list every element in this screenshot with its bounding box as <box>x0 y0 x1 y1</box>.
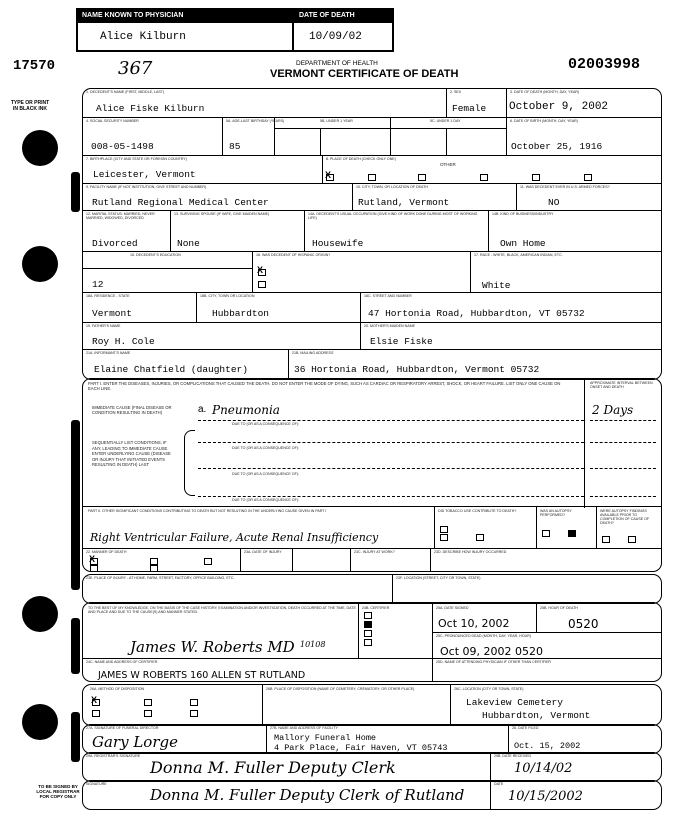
nursing-home-checkbox[interactable] <box>480 174 488 181</box>
manner-label: 22. MANNER OF DEATH <box>86 550 127 554</box>
sequence-label: SEQUENTIALLY LIST CONDITIONS, IF ANY, LEADING TO IMMEDIATE CAUSE. ENTER UNDERLYING CAUSE (DISEASE OR INJURY THAT INITIATED EVENTS RESULTING IN DEATH) LAST <box>92 440 171 467</box>
injury-at-work-label: 23C. INJURY AT WORK? <box>354 550 395 554</box>
hispanic-yes-checkbox[interactable] <box>258 281 266 288</box>
date-signed-value: Oct 10, 2002 <box>438 617 510 630</box>
registrar-label: 29A. REGISTRAR'S SIGNATURE <box>86 754 141 758</box>
due-to-b: DUE TO (OR AS A CONSEQUENCE OF): <box>232 422 299 426</box>
row-line <box>82 155 662 156</box>
col-line <box>274 117 275 155</box>
due-to-d: DUE TO (OR AS A CONSEQUENCE OF): <box>232 472 299 476</box>
registrar-signature: Donna M. Fuller Deputy Clerk <box>150 758 396 777</box>
inpatient-mark: X <box>325 170 332 180</box>
row-line <box>82 506 662 507</box>
date-filed: Oct. 15, 2002 <box>514 741 581 751</box>
funeral-home-label: 27B. NAME AND ADDRESS OF FACILITY <box>270 726 338 730</box>
binder-hole <box>22 130 58 166</box>
cause-line <box>198 442 584 443</box>
hour-value: 0520 <box>568 617 599 631</box>
director-label: 27A. SIGNATURE OF FUNERAL DIRECTOR <box>86 726 159 730</box>
copy-date-label: DATE <box>494 782 504 786</box>
col-line <box>392 574 393 604</box>
col-line <box>322 155 323 183</box>
cause-line <box>198 420 584 421</box>
row-line <box>82 548 662 549</box>
decedent-name: Alice Fiske Kilburn <box>96 103 205 114</box>
col-line <box>390 117 391 155</box>
col-line <box>320 128 321 155</box>
ssn-value: 008-05-1498 <box>91 141 154 152</box>
interval-line <box>590 420 656 421</box>
race-value: White <box>482 280 511 291</box>
col-line <box>222 117 223 155</box>
row-line <box>82 251 662 252</box>
interval-label: APPROXIMATE INTERVAL BETWEEN ONSET AND DEATH <box>590 381 653 389</box>
under-day-label: 5C. UNDER 1 DAY <box>430 119 461 123</box>
interval-line <box>590 496 656 497</box>
certifier-statement: TO THE BEST OF MY KNOWLEDGE, ON THE BASIS OF THE CASE HISTORY, EXAMINATION AND/OR INVESTIGATION, DEATH OCCURRED AT THE TIME, DATE AND PLACE AND DUE TO THE CAUSE(S) AND MANNER STATED. <box>88 606 356 614</box>
date-of-birth: October 25, 1916 <box>511 141 603 152</box>
tobacco-no[interactable] <box>440 534 448 541</box>
hispanic-mark: X <box>257 265 264 275</box>
col-line <box>488 210 489 251</box>
director-signature: Gary Lorge <box>92 733 178 751</box>
row-line <box>432 658 662 659</box>
autopsy-yes[interactable] <box>542 530 550 537</box>
funeral-address: 4 Park Place, Fair Haven, VT 05743 <box>274 743 448 753</box>
registration-bar <box>71 420 80 590</box>
copy-signature-label: SIGNATURE <box>86 782 107 786</box>
under-year-label: 5B. UNDER 1 YEAR <box>320 119 353 123</box>
race-label: 17. RACE - WHITE, BLACK, AMERICAN INDIAN, ETC. <box>474 253 563 257</box>
col-line <box>508 724 509 754</box>
ssn-label: 4. SOCIAL SECURITY NUMBER <box>86 119 139 123</box>
injury-date-label: 23A. DATE OF INJURY <box>244 550 282 554</box>
residence-checkbox[interactable] <box>532 174 540 181</box>
interval-line <box>590 468 656 469</box>
armed-forces-label: 11. WAS DECEDENT EVER IN U.S. ARMED FORCES? <box>520 185 610 189</box>
row-line <box>82 117 662 118</box>
spouse-value: None <box>177 238 200 249</box>
col-line <box>358 602 359 658</box>
copy-signature: Donna M. Fuller Deputy Clerk of Rutland <box>150 786 465 804</box>
autopsy-no[interactable] <box>568 530 576 537</box>
left-file-number: 17570 <box>13 58 56 74</box>
department-label: DEPARTMENT OF HEALTH <box>296 60 378 67</box>
informant-value: Elaine Chatfield (daughter) <box>94 364 248 375</box>
col-line <box>432 602 433 682</box>
findings-yes[interactable] <box>602 536 610 543</box>
col-line <box>506 117 507 155</box>
dob-label: 6. DATE OF BIRTH (MONTH, DAY, YEAR) <box>510 119 578 123</box>
age-value: 85 <box>229 141 241 152</box>
col-line <box>536 506 537 548</box>
age-label: 5A. AGE-LAST BIRTHDAY (YEARS) <box>226 119 285 123</box>
due-to-e: DUE TO (OR AS A CONSEQUENCE OF): <box>232 498 299 502</box>
row-line <box>82 292 662 293</box>
physician-name-label: NAME KNOWN TO PHYSICIAN <box>82 12 184 19</box>
interval-value: 2 Days <box>592 403 634 417</box>
col-line <box>288 349 289 380</box>
certificate-title: VERMONT CERTIFICATE OF DEATH <box>270 68 459 80</box>
doa-checkbox[interactable] <box>418 174 426 181</box>
residence-town-label: 18B. CITY, TOWN OR LOCATION <box>200 294 255 298</box>
immediate-cause-value: Pneumonia <box>212 403 280 417</box>
col-line <box>450 684 451 726</box>
col-line <box>292 548 293 572</box>
manner-suicide[interactable] <box>204 558 212 565</box>
education-label: 15. DECEDENT'S EDUCATION <box>130 253 181 257</box>
pronounced-label: 25C. PRONOUNCED DEAD (MONTH, DAY, YEAR, HOUR) <box>436 634 532 638</box>
certifier-signature: James W. Roberts MD <box>130 638 295 656</box>
pronounced-value: Oct 09, 2002 0520 <box>440 645 543 658</box>
tobacco-label: DID TOBACCO USE CONTRIBUTE TO DEATH? <box>438 509 517 513</box>
attending-name-label: 25D. NAME OF ATTENDING PHYSICIAN IF OTHER THAN CERTIFIER <box>436 660 552 664</box>
city-of-death: Rutland, Vermont <box>358 197 450 208</box>
findings-no[interactable] <box>628 536 636 543</box>
injury-location-label: 23F. LOCATION (STREET, CITY OR TOWN, STATE) <box>396 576 481 580</box>
injury-how-label: 23D. DESCRIBE HOW INJURY OCCURRED <box>434 550 507 554</box>
sub-line <box>82 268 252 269</box>
col-line <box>596 506 597 548</box>
disposition-place-label: 26B. PLACE OF DISPOSITION (NAME OF CEMETERY, CREMATORY, OR OTHER PLACE) <box>266 687 415 691</box>
col-line <box>516 183 517 210</box>
col-line <box>584 378 585 508</box>
injury-place-label: 23E. PLACE OF INJURY - AT HOME, FARM, STREET, FACTORY, OFFICE BUILDING, ETC. <box>86 576 235 580</box>
immediate-cause-label: IMMEDIATE CAUSE (FINAL DISEASE OR CONDITION RESULTING IN DEATH) <box>92 405 172 415</box>
hour-label: 25B. HOUR OF DEATH <box>540 606 578 610</box>
residence-address-label: 18C. STREET AND NUMBER <box>364 294 412 298</box>
certifier-name-address: JAMES W ROBERTS 160 ALLEN ST RUTLAND <box>98 670 306 681</box>
informant-address-label: 21B. MAILING ADDRESS <box>292 351 334 355</box>
col-line <box>240 548 241 572</box>
autopsy-label: WAS AN AUTOPSY PERFORMED? <box>540 509 572 517</box>
col-line <box>352 183 353 210</box>
pathologist-checkbox[interactable] <box>364 630 372 637</box>
father-label: 19. FATHER'S NAME <box>86 324 121 328</box>
city-label: 10. CITY, TOWN, OR LOCATION OF DEATH <box>356 185 428 189</box>
manner-homicide[interactable] <box>90 565 98 572</box>
manner-pending[interactable] <box>150 565 158 572</box>
residence-state-label: 18A. RESIDENCE - STATE <box>86 294 130 298</box>
marital-label: 12. MARITAL STATUS: MARRIED, NEVER MARRIED, WIDOWED, DIVORCED <box>86 212 155 220</box>
col-line <box>490 780 491 810</box>
col-line <box>262 684 263 726</box>
hispanic-label: 16. WAS DECEDENT OF HISPANIC ORIGIN? <box>256 253 331 257</box>
disposition-location: Hubbardton, Vermont <box>482 710 591 721</box>
facility-value: Rutland Regional Medical Center <box>92 197 269 208</box>
binder-hole <box>22 246 58 282</box>
occupation-label: 14A. DECEDENT'S USUAL OCCUPATION (GIVE KIND OF WORK DONE DURING MOST OF WORKING LIFE) <box>308 212 478 220</box>
date-of-death-label: DATE OF DEATH <box>299 12 355 19</box>
manner-mark: X <box>89 554 96 564</box>
registrar-date: 10/14/02 <box>514 761 573 776</box>
physician-name-value: Alice Kilburn <box>100 31 186 43</box>
row-line <box>82 183 662 184</box>
part2-label: PART II. OTHER SIGNIFICANT CONDITIONS CONTRIBUTING TO DEATH BUT NOT RESULTING IN THE UNDERLYING CAUSE GIVEN IN PART I <box>88 509 327 513</box>
informant-address: 36 Hortonia Road, Hubbardton, Vermont 05732 <box>294 364 540 375</box>
attending-checkbox[interactable] <box>364 621 372 628</box>
registration-bar <box>71 712 80 762</box>
disposition-location-label: 26C. LOCATION (CITY OR TOWN, STATE) <box>454 687 524 691</box>
birthplace-value: Leicester, Vermont <box>93 169 196 180</box>
dod-label: 3. DATE OF DEATH (MONTH, DAY, YEAR) <box>510 90 580 94</box>
date-filed-label: 28. DATE FILED <box>512 726 539 730</box>
interval-line <box>590 442 656 443</box>
col-line <box>360 292 361 322</box>
manner-accident[interactable] <box>150 558 158 565</box>
type-in-ink-note: TYPE OR PRINT IN BLACK INK <box>10 100 50 112</box>
col-line <box>430 548 431 572</box>
decedent-sex: Female <box>452 103 487 114</box>
line-a-marker: a. <box>198 404 207 415</box>
cremation-checkbox[interactable] <box>144 699 152 706</box>
residence-town: Hubbardton <box>212 308 270 319</box>
entombment-checkbox[interactable] <box>144 710 152 717</box>
spouse-label: 13. SURVIVING SPOUSE (IF WIFE, GIVE MAIDEN NAME) <box>174 212 270 216</box>
row-line <box>82 349 662 350</box>
residence-state: Vermont <box>92 308 132 319</box>
burial-mark: X <box>91 695 98 705</box>
name-label: 1. DECEDENT'S NAME (FIRST, MIDDLE, LAST) <box>86 90 165 94</box>
marital-value: Divorced <box>92 238 138 249</box>
certifier-name-label: 24C. NAME AND ADDRESS OF CERTIFIER <box>86 660 158 664</box>
row-line <box>82 210 662 211</box>
copy-note: TO BE SIGNED BY LOCAL REGISTRAR FOR COPY ONLY <box>36 784 80 799</box>
father-value: Roy H. Cole <box>92 336 155 347</box>
education-value: 12 <box>92 279 104 290</box>
col-line <box>434 506 435 548</box>
funeral-home: Mallory Funeral Home <box>274 733 377 743</box>
disposition-place: Lakeview Cemetery <box>466 697 563 708</box>
col-line <box>470 251 471 292</box>
industry-value: Own Home <box>500 238 546 249</box>
donation-checkbox[interactable] <box>92 710 100 717</box>
col-line <box>506 88 507 117</box>
mother-label: 20. MOTHER'S MAIDEN NAME <box>364 324 416 328</box>
tobacco-unknown[interactable] <box>476 534 484 541</box>
license-number: 10108 <box>300 640 326 649</box>
due-to-c: DUE TO (OR AS A CONSEQUENCE OF): <box>232 446 299 450</box>
birthplace-label: 7. BIRTHPLACE (CITY AND STATE OR FOREIGN COUNTRY) <box>86 157 187 161</box>
certifier-checkbox[interactable] <box>364 612 372 619</box>
place-of-death-label: 8. PLACE OF DEATH (CHECK ONLY ONE) <box>326 157 396 161</box>
col-line <box>304 210 305 251</box>
binder-hole <box>22 596 58 632</box>
col-line <box>266 724 267 754</box>
row-line <box>82 658 432 659</box>
registration-bar <box>71 172 80 212</box>
registrar-date-label: 29B. DATE RECEIVED <box>494 754 532 758</box>
row-line <box>82 322 662 323</box>
state-file-number: 02003998 <box>568 56 641 73</box>
col-line <box>252 251 253 292</box>
row-line <box>432 632 662 633</box>
part1-label: PART I. ENTER THE DISEASES, INJURIES, OR COMPLICATIONS THAT CAUSED THE DEATH. DO NOT ENTER THE MODE OF DYING, SUCH AS CARDIAC OR RESPIRATORY ARREST, SHOCK, OR HEART FAILURE. LIST ONLY ONE CAUSE ON EACH LINE. <box>88 381 561 391</box>
certifier-type-label: 24B. CERTIFIER <box>362 606 390 610</box>
facility-label: 9. FACILITY NAME (IF NOT INSTITUTION, GIVE STREET AND NUMBER) <box>86 185 207 189</box>
cause-line <box>198 496 584 497</box>
col-line <box>446 88 447 117</box>
sex-label: 2. SEX <box>450 90 462 94</box>
binder-hole <box>22 704 58 740</box>
armed-forces-value: NO <box>548 197 560 208</box>
local-file-number: 367 <box>118 58 153 79</box>
col-line <box>446 128 447 155</box>
informant-label: 21A. INFORMANT'S NAME <box>86 351 131 355</box>
col-line <box>350 548 351 572</box>
findings-label: WERE AUTOPSY FINDINGS AVAILABLE PRIOR TO COMPLETION OF CAUSE OF DEATH? <box>600 509 650 525</box>
other-disposition-checkbox[interactable] <box>190 710 198 717</box>
mother-value: Elsie Fiske <box>370 336 433 347</box>
removal-checkbox[interactable] <box>190 699 198 706</box>
col-line <box>536 602 537 632</box>
tobacco-yes[interactable] <box>440 526 448 533</box>
col-line <box>196 292 197 322</box>
cause-line <box>198 468 584 469</box>
industry-label: 14B. KIND OF BUSINESS/INDUSTRY <box>492 212 554 216</box>
col-line <box>490 752 491 782</box>
medical-examiner-checkbox[interactable] <box>364 639 372 646</box>
sequence-bracket <box>184 430 195 496</box>
er-checkbox[interactable] <box>368 174 376 181</box>
hospital-label: OTHER <box>440 162 456 167</box>
registration-bar <box>71 618 80 674</box>
residence-address: 47 Hortonia Road, Hubbardton, VT 05732 <box>368 308 585 319</box>
other-checkbox[interactable] <box>584 174 592 181</box>
date-signed-label: 25A. DATE SIGNED <box>436 606 469 610</box>
col-line <box>170 210 171 251</box>
date-of-death-full: October 9, 2002 <box>509 101 609 113</box>
col-line <box>360 322 361 349</box>
disposition-method-label: 26A. METHOD OF DISPOSITION <box>90 687 145 691</box>
copy-date: 10/15/2002 <box>508 789 583 804</box>
part2-value: Right Ventricular Failure, Acute Renal Insufficiency <box>90 531 379 544</box>
date-of-death-value: 10/09/02 <box>309 31 362 43</box>
occupation-value: Housewife <box>312 238 364 249</box>
